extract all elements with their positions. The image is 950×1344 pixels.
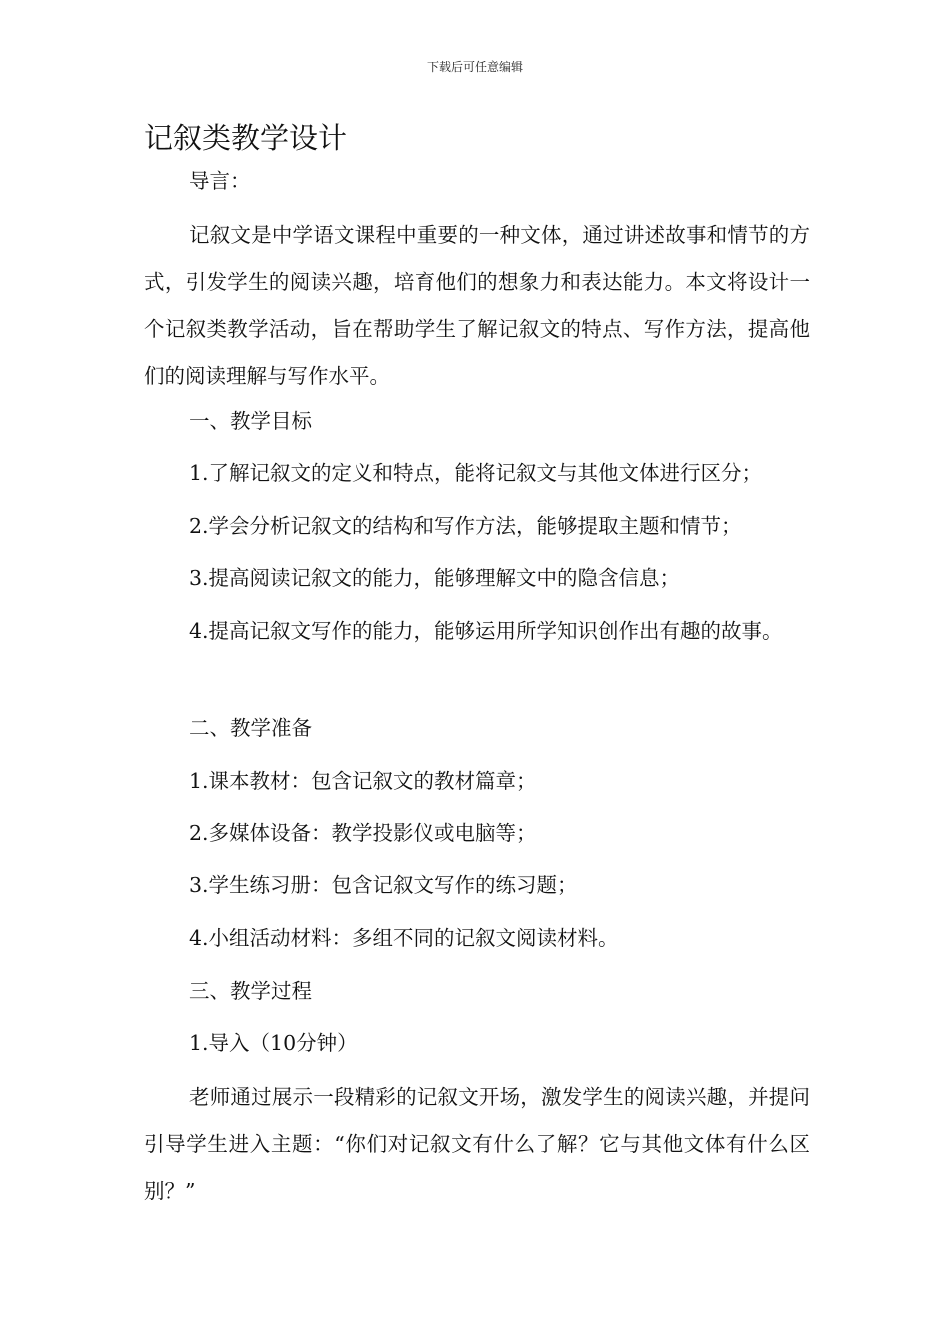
step1-heading: 1.导入（10分钟） xyxy=(189,1031,358,1055)
section1-heading: 一、教学目标 xyxy=(189,409,312,433)
section2-item: 3.学生练习册：包含记叙文写作的练习题； xyxy=(189,873,578,897)
download-note: 下载后可任意编辑 xyxy=(426,60,523,74)
section1-item: 2.学会分析记叙文的结构和写作方法，能够提取主题和情节； xyxy=(189,514,742,538)
section2-item: 1.课本教材：包含记叙文的教材篇章； xyxy=(189,769,537,793)
section2-heading: 二、教学准备 xyxy=(189,716,312,740)
intro-paragraph: 记叙文是中学语文课程中重要的一种文体，通过讲述故事和情节的方式，引发学生的阅读兴趣，培育他们的想象力和表达能力。本文将设计一个记叙类教学活动，旨在帮助学生了解记叙文的特点、写作方法，提高他们的阅读理解与写作水平。 xyxy=(144,223,810,388)
step1-paragraph: 老师通过展示一段精彩的记叙文开场，激发学生的阅读兴趣，并提问引导学生进入主题：“你们对记叙文有什么了解？它与其他文体有什么区别？” xyxy=(144,1085,810,1203)
section2-item: 2.多媒体设备：教学投影仪或电脑等； xyxy=(189,821,537,845)
section1-item: 3.提高阅读记叙文的能力，能够理解文中的隐含信息； xyxy=(189,566,681,590)
intro-heading: 导言： xyxy=(189,169,251,193)
section1-item: 1.了解记叙文的定义和特点，能将记叙文与其他文体进行区分； xyxy=(189,461,763,485)
document-title: 记叙类教学设计 xyxy=(144,121,348,155)
section1-item: 4.提高记叙文写作的能力，能够运用所学知识创作出有趣的故事。 xyxy=(189,619,783,643)
section3-heading: 三、教学过程 xyxy=(189,979,312,1003)
section2-item: 4.小组活动材料：多组不同的记叙文阅读材料。 xyxy=(189,926,619,950)
